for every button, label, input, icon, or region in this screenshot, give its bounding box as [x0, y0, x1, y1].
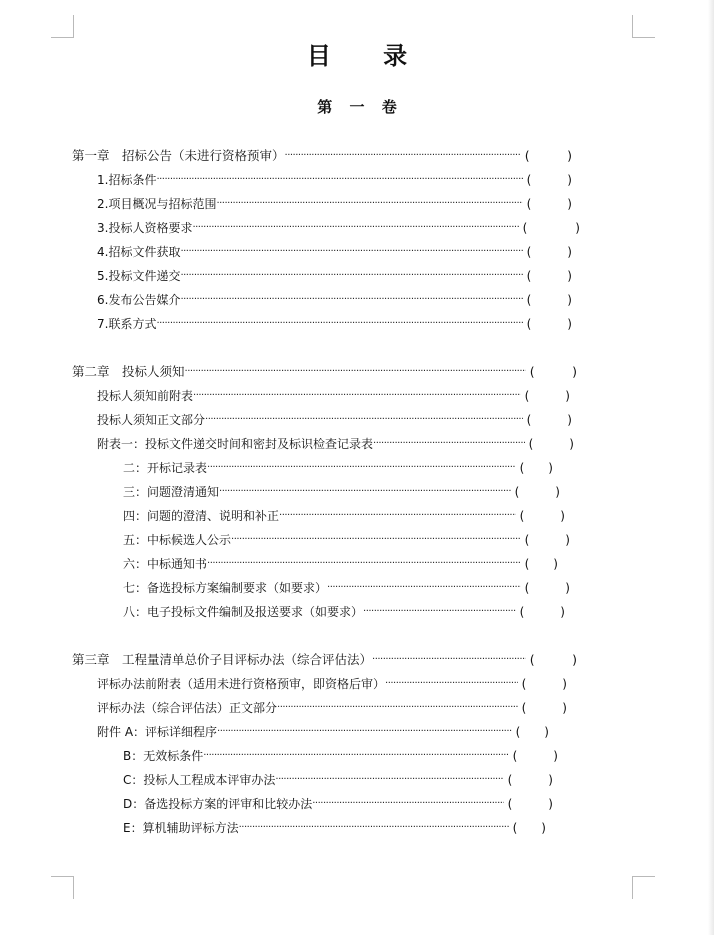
- dot-leader: [312, 794, 503, 814]
- toc-entry[interactable]: [97, 290, 572, 310]
- dot-leader: [203, 746, 508, 766]
- toc-page-number: ( ): [526, 293, 572, 307]
- dot-leader: [277, 698, 518, 718]
- toc-entry[interactable]: [123, 794, 553, 814]
- toc-entry[interactable]: [97, 218, 580, 238]
- toc-entry-label: B：无效标条件: [123, 749, 204, 763]
- dot-leader: [180, 266, 522, 286]
- toc-page-number: ( ): [522, 221, 580, 235]
- toc-page-number: ( ): [515, 725, 549, 739]
- toc-entry-label: 投标人须知正文部分: [97, 413, 206, 427]
- dot-leader: [219, 482, 511, 502]
- toc-entry[interactable]: [97, 314, 572, 334]
- toc-entry-label: 三：问题澄清通知: [123, 485, 220, 499]
- toc-entry-label: 2.项目概况与招标范围: [97, 197, 217, 211]
- toc-page-number: ( ): [528, 437, 574, 451]
- toc-page-number: ( ): [529, 364, 577, 379]
- toc-page-number: ( ): [526, 173, 572, 187]
- toc-entry[interactable]: [123, 602, 565, 622]
- toc-entry-label: 第三章 工程量清单总价子目评标办法（综合评估法）: [72, 652, 373, 667]
- toc-entry[interactable]: [123, 506, 565, 526]
- volume-heading: 第 一 卷: [317, 98, 403, 116]
- toc-entry-label: 6.发布公告媒介: [97, 293, 181, 307]
- toc-page-number: ( ): [526, 197, 572, 211]
- toc-entry-label: 3.投标人资格要求: [97, 221, 193, 235]
- toc-entry-label: 第一章 招标公告（未进行资格预审）: [72, 148, 285, 163]
- toc-entry[interactable]: [123, 554, 558, 574]
- toc-entry-label: 7.联系方式: [97, 317, 157, 331]
- toc-entry[interactable]: [123, 578, 570, 598]
- toc-entry[interactable]: [123, 818, 546, 838]
- toc-entry-label: 附表一：投标文件递交时间和密封及标识检查记录表: [97, 437, 374, 451]
- toc-entry-label: E：算机辅助评标方法: [123, 821, 239, 835]
- toc-entry-label: 附件 A：评标详细程序: [97, 725, 218, 739]
- toc-entry[interactable]: [97, 194, 572, 214]
- dot-leader: [373, 434, 525, 454]
- dot-leader: [285, 146, 521, 166]
- dot-leader: [279, 506, 516, 526]
- toc-page-number: ( ): [524, 389, 570, 403]
- toc-page-number: ( ): [519, 509, 565, 523]
- toc-entry[interactable]: [97, 170, 572, 190]
- dot-leader: [180, 290, 522, 310]
- dot-leader: [156, 314, 522, 334]
- dot-leader: [207, 554, 521, 574]
- page-corner-mark-top-left: [51, 15, 74, 38]
- toc-page-number: ( ): [521, 701, 567, 715]
- toc-entry-label: 评标办法（综合评估法）正文部分: [97, 701, 278, 715]
- toc-entry-chapter[interactable]: [72, 362, 577, 382]
- dot-leader: [185, 362, 526, 382]
- toc-entry[interactable]: [97, 266, 572, 286]
- toc-entry-chapter[interactable]: [72, 650, 577, 670]
- toc-page-number: ( ): [526, 413, 572, 427]
- page-corner-mark-bottom-left: [51, 876, 74, 899]
- toc-entry-label: 五：中标候选人公示: [123, 533, 232, 547]
- toc-page-number: ( ): [526, 245, 572, 259]
- dot-leader: [363, 602, 516, 622]
- dot-leader: [156, 170, 522, 190]
- dot-leader: [385, 674, 518, 694]
- toc-entry[interactable]: [97, 674, 567, 694]
- toc-page-number: ( ): [507, 797, 553, 811]
- toc-entry[interactable]: [97, 242, 572, 262]
- toc-entry-label: 投标人须知前附表: [97, 389, 194, 403]
- toc-entry[interactable]: [97, 698, 567, 718]
- toc-page-number: ( ): [526, 269, 572, 283]
- toc-entry[interactable]: [123, 746, 558, 766]
- toc-entry[interactable]: [123, 530, 570, 550]
- toc-page-number: ( ): [524, 581, 570, 595]
- toc-entry-label: 第二章 投标人须知: [72, 364, 185, 379]
- dot-leader: [275, 770, 503, 790]
- toc-entry-label: 二：开标记录表: [123, 461, 208, 475]
- toc-entry[interactable]: [97, 410, 572, 430]
- dot-leader: [216, 194, 522, 214]
- toc-entry-label: 四：问题的澄清、说明和补正: [123, 509, 280, 523]
- toc-entry-label: 1.招标条件: [97, 173, 157, 187]
- toc-title: 目 录: [306, 42, 430, 70]
- page-edge-shadow: [708, 0, 714, 935]
- toc-entry-label: 七：备选投标方案编制要求（如要求）: [123, 581, 328, 595]
- dot-leader: [327, 578, 521, 598]
- toc-entry-label: 六：中标通知书: [123, 557, 208, 571]
- toc-page-number: ( ): [524, 533, 570, 547]
- toc-entry[interactable]: [97, 722, 549, 742]
- dot-leader: [239, 818, 509, 838]
- toc-entry-label: 4.招标文件获取: [97, 245, 181, 259]
- toc-page-number: ( ): [512, 821, 546, 835]
- toc-page-number: ( ): [519, 461, 553, 475]
- dot-leader: [192, 218, 518, 238]
- toc-page-number: ( ): [519, 605, 565, 619]
- toc-page-number: ( ): [529, 652, 577, 667]
- toc-page-number: ( ): [512, 749, 558, 763]
- toc-entry-label: D：备选投标方案的评审和比较办法: [123, 797, 313, 811]
- toc-entry[interactable]: [123, 770, 553, 790]
- dot-leader: [207, 458, 516, 478]
- toc-entry[interactable]: [123, 458, 553, 478]
- toc-page-number: ( ): [521, 677, 567, 691]
- dot-leader: [180, 242, 522, 262]
- dot-leader: [231, 530, 521, 550]
- toc-page-number: ( ): [524, 557, 558, 571]
- toc-entry[interactable]: [123, 482, 560, 502]
- toc-entry-label: 5.投标文件递交: [97, 269, 181, 283]
- dot-leader: [217, 722, 512, 742]
- toc-page-number: ( ): [524, 148, 572, 163]
- toc-entry-label: 评标办法前附表（适用未进行资格预审，即资格后审）: [97, 677, 386, 691]
- toc-page-number: ( ): [514, 485, 560, 499]
- page-corner-mark-bottom-right: [632, 876, 655, 899]
- toc-page-number: ( ): [526, 317, 572, 331]
- dot-leader: [372, 650, 526, 670]
- toc-entry-label: C：投标人工程成本评审办法: [123, 773, 276, 787]
- toc-entry-label: 八：电子投标文件编制及报送要求（如要求）: [123, 605, 364, 619]
- page-corner-mark-top-right: [632, 15, 655, 38]
- toc-page-number: ( ): [507, 773, 553, 787]
- toc-entry[interactable]: [97, 434, 574, 454]
- toc-entry-chapter[interactable]: [72, 146, 572, 166]
- toc-entry[interactable]: [97, 386, 570, 406]
- dot-leader: [205, 410, 523, 430]
- dot-leader: [193, 386, 521, 406]
